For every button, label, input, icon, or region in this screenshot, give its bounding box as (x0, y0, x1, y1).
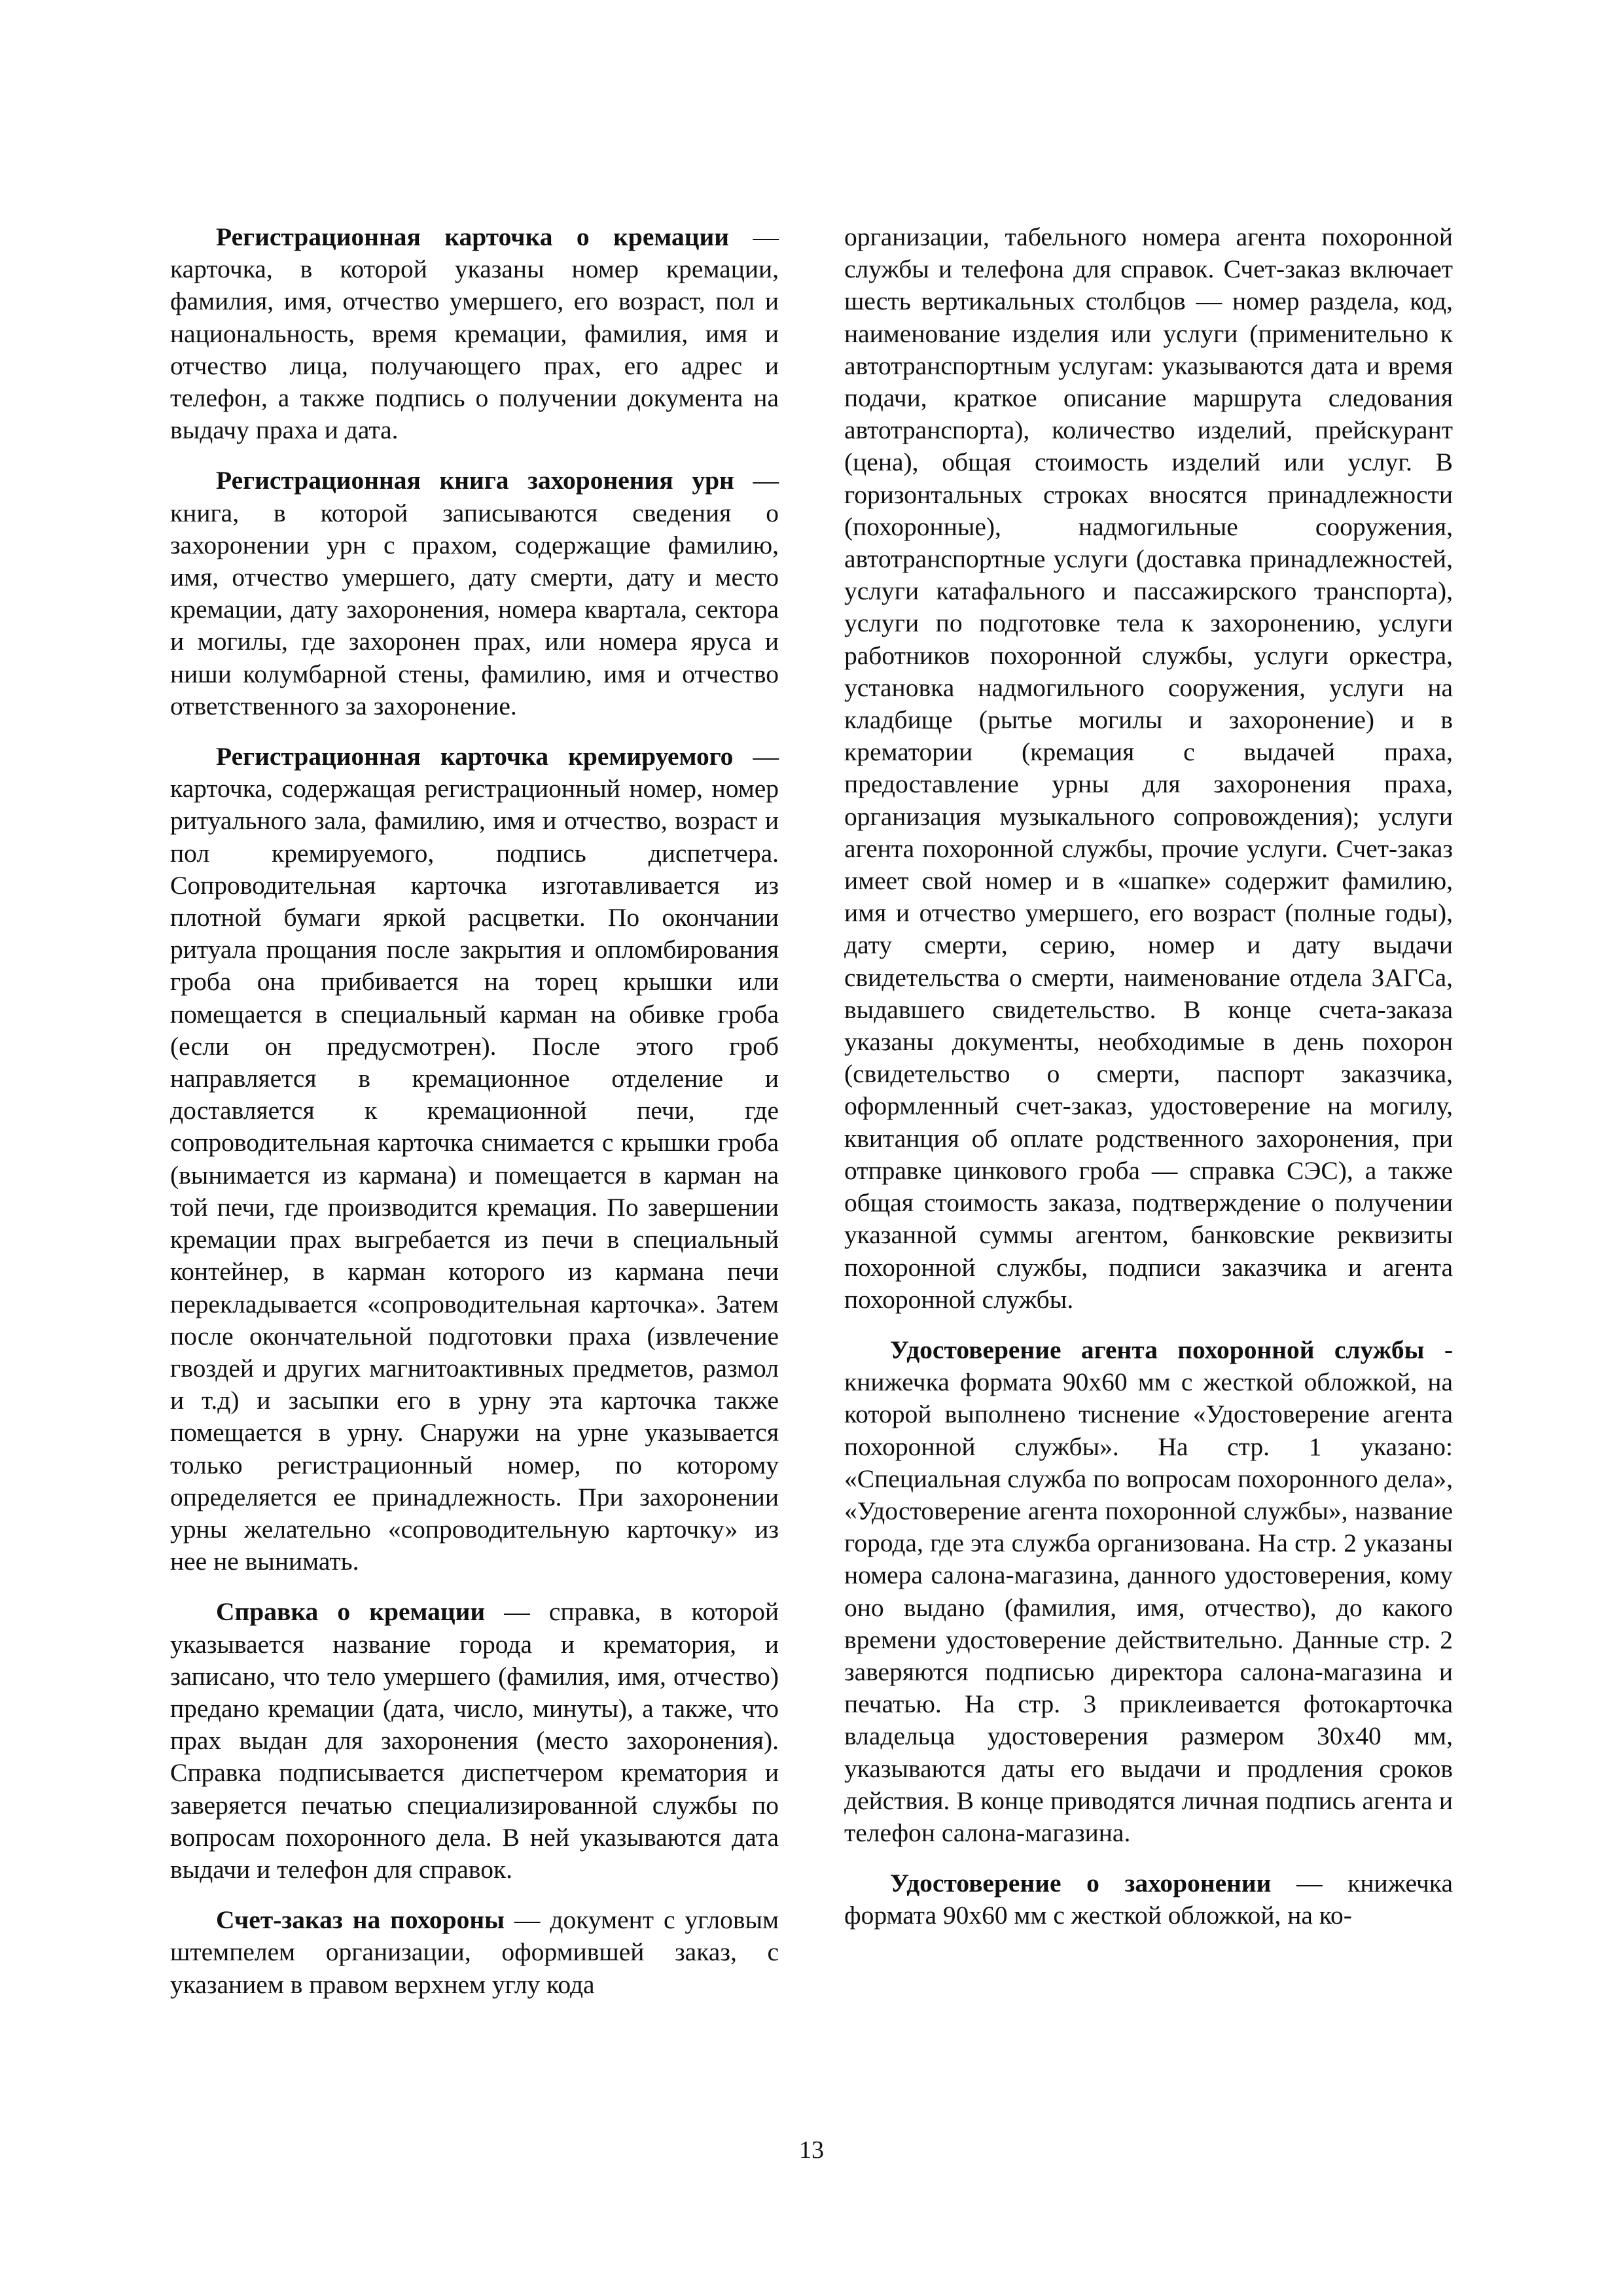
entry-definition: — карточка, в которой указаны номер кремации, фамилия, имя, отчество умершего, его возраст, пол и национальность, время кремации, фамилия, имя и отчество лица, получающего прах, его адрес и телефон, а также подпись о получении документа на выдачу праха и дата. (170, 222, 779, 445)
entry-definition: — документ с угловым штемпелем организации, оформившей заказ, с указанием в правом верхнем углу кода (170, 1905, 779, 1999)
entry-definition: — справка, в которой указывается название города и крематория, и записано, что тело умершего (фамилия, имя, отчество) предано кремации (дата, число, минуты), а также, что прах выдан для захоронения (место захоронения). Справка подписывается диспетчером крематория и заверяется печатью специализированной службы по вопросам похоронного дела. В ней указываются дата выдачи и телефон для справок. (170, 1597, 779, 1884)
entry-term: Регистрационная книга захоронения урн (216, 466, 734, 495)
entry-funeral-agent-id (844, 1334, 1453, 1849)
entry-definition: — карточка, содержащая регистрационный номер, номер ритуального зала, фамилию, имя и отчество, возраст и пол кремируемого, подпись диспетчера. Сопроводительная карточка изготавливается из плотной бумаги яркой расцветки. По окончании ритуала прощания после закрытия и опломбирования гроба она прибивается на торец крышки или помещается в специальный карман на обивке гроба (если он предусмотрен). После этого гроб направляется в кремационное отделение и доставляется к кремационной печи, где сопроводительная карточка снимается с крышки гроба (вынимается из кармана) и помещается в карман на той печи, где производится кремация. По завершении кремации прах выгребается из печи в специальный контейнер, в карман которого из кармана печи перекладывается «сопроводительная карточка». Затем после окончательной подготовки праха (извлечение гвоздей и других магнитоактивных предметов, размол и т.д) и засыпки его в урну эта карточка также помещается в урну. Снаружи на урне указывается только регистрационный номер, по которому определяется ее принадлежность. При захоронении урны желательно «сопроводительную карточку» из нее не вынимать. (170, 742, 779, 1576)
entry-term: Справка о кремации (216, 1597, 486, 1627)
page-number: 13 (799, 2136, 824, 2164)
entry-urn-burial-register (170, 465, 779, 722)
entry-definition: - книжечка формата 90х60 мм с жесткой обложкой, на которой выполнено тиснение «Удостоверение агента похоронной службы». На стр. 1 указано: «Специальная служба по вопросам похоронного дела», «Удостоверение агента похоронной службы», название города, где эта служба организована. На стр. 2 указаны номера салона-магазина, данного удостоверения, кому оно выдано (фамилия, имя, отчество), до какого времени удостоверение действительно. Данные стр. 2 заверяются подписью директора салона-магазина и печатью. На стр. 3 приклеивается фотокарточка владельца удостоверения размером 30х40 мм, указываются даты его выдачи и продления сроков действия. В конце приводятся личная подпись агента и телефон салона-магазина. (844, 1335, 1453, 1847)
entry-term: Регистрационная карточка о кремации (216, 222, 730, 251)
entry-funeral-invoice (170, 1904, 779, 2001)
entry-burial-certificate (844, 1867, 1453, 1932)
entry-cremated-registration-card (170, 741, 779, 1578)
entry-term: Удостоверение агента похоронной службы (890, 1335, 1425, 1364)
entry-funeral-invoice-continued: организации, табельного номера агента похоронной службы и телефона для справок. Счет-заказ включает шесть вертикальных столбцов — номер раздела, код, наименование изделия или услуги (применительно к автотранспортным услугам: указываются дата и время подачи, краткое описание маршрута следования автотранспорта), количество изделий, прейскурант (цена), общая стоимость изделий или услуг. В горизонтальных строках вносятся принадлежности (похоронные), надмогильные сооружения, автотранспортные услуги (доставка принадлежностей, услуги катафального и пассажирского транспорта), услуги по подготовке тела к захоронению, услуги работников похоронной службы, услуги оркестра, установка надмогильного сооружения, услуги на кладбище (рытье могилы и захоронение) и в крематории (кремация с выдачей праха, предоставление урны для захоронения праха, организация музыкального сопровождения); услуги агента похоронной службы, прочие услуги. Счет-заказ имеет свой номер и в «шапке» содержит фамилию, имя и отчество умершего, его возраст (полные годы), дату смерти, серию, номер и дату выдачи свидетельства о смерти, наименование отдела ЗАГСа, выдавшего свидетельство. В конце счета-заказа указаны документы, необходимые в день похорон (свидетельство о смерти, паспорт заказчика, оформленный счет-заказ, удостоверение на могилу, квитанция об оплате родственного захоронения, при отправке цинкового гроба — справка СЭС), а также общая стоимость заказа, подтверждение о получении указанной суммы агентом, банковские реквизиты похоронной службы, подписи заказчика и агента похоронной службы. (844, 222, 1453, 1314)
entry-term: Счет-заказ на похороны (216, 1905, 505, 1935)
entry-cremation-registration-card (170, 221, 779, 446)
entry-term: Регистрационная карточка кремируемого (216, 742, 734, 771)
entry-cremation-certificate (170, 1596, 779, 1886)
left-column (170, 221, 779, 2019)
entry-term: Удостоверение о захоронении (890, 1869, 1272, 1898)
entry-definition: — книжечка формата 90х60 мм с жесткой обложкой, на ко- (844, 1869, 1454, 1930)
right-column (844, 221, 1453, 1951)
entry-definition: — книга, в которой записываются сведения о захоронении урн с прахом, содержащие фамилию, имя, отчество умершего, дату смерти, дату и место кремации, дату захоронения, номера квартала, сектора и могилы, где захоронен прах, или номера яруса и ниши колумбарной стены, фамилию, имя и отчество ответственного за захоронение. (170, 466, 779, 720)
